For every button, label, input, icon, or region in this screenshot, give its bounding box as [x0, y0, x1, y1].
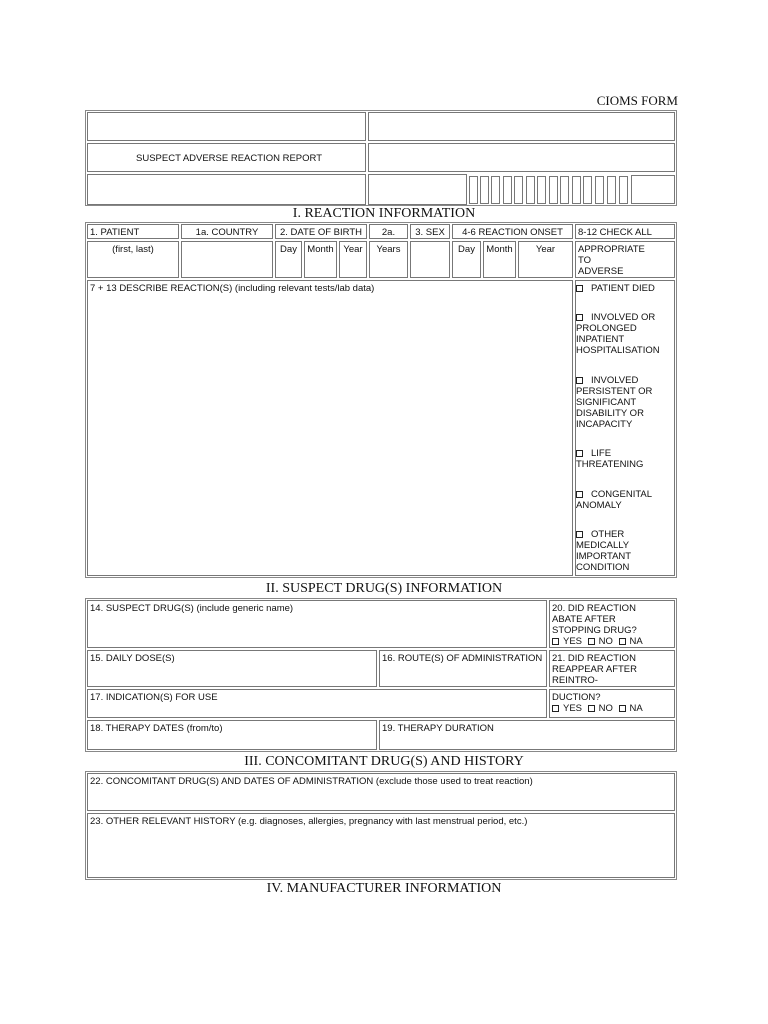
- check-congenital[interactable]: [576, 489, 676, 511]
- duction-label: DUCTION?: [552, 692, 601, 703]
- report-number-box[interactable]: [537, 176, 546, 204]
- other-history-field[interactable]: [87, 813, 675, 878]
- suspect-drug-label: 14. SUSPECT DRUG(S) (include generic name): [90, 603, 294, 614]
- yes-label: YES: [563, 703, 583, 714]
- report-number-box[interactable]: [549, 176, 558, 204]
- check-label: INVOLVED OR PROLONGED INPATIENT HOSPITALISATION: [576, 312, 660, 356]
- header-field-6[interactable]: [631, 175, 675, 204]
- header-field-5[interactable]: [368, 174, 467, 205]
- report-number-box[interactable]: [595, 176, 604, 204]
- check-label: INVOLVED PERSISTENT OR SIGNIFICANT DISABILITY OR INCAPACITY: [576, 375, 653, 430]
- reappear-options: [552, 703, 672, 714]
- report-title-cell: [87, 143, 366, 172]
- header-field-3[interactable]: [368, 143, 675, 172]
- check-patient-died[interactable]: [576, 283, 676, 294]
- onset-label: 4-6 REACTION ONSET: [452, 224, 573, 239]
- report-title: SUSPECT ADVERSE REACTION REPORT: [136, 153, 322, 164]
- abate-options: [552, 636, 672, 647]
- report-number-box[interactable]: [607, 176, 616, 204]
- check-all-label: 8-12 CHECK ALL: [575, 224, 675, 239]
- country-field[interactable]: [181, 241, 273, 278]
- no-checkbox-icon[interactable]: [588, 638, 595, 645]
- age-years-label: Years: [369, 241, 408, 278]
- route-label: 16. ROUTE(S) OF ADMINISTRATION: [382, 653, 543, 664]
- check-hospitalisation[interactable]: [576, 312, 676, 356]
- check-life-threatening[interactable]: [576, 448, 676, 470]
- check-label: PATIENT DIED: [591, 283, 655, 294]
- report-number-box[interactable]: [503, 176, 512, 204]
- form-title: CIOMS FORM: [596, 93, 678, 108]
- therapy-duration-field[interactable]: [379, 720, 675, 750]
- yes-checkbox-icon[interactable]: [552, 705, 559, 712]
- other-history-label: 23. OTHER RELEVANT HISTORY (e.g. diagnoses, allergies, pregnancy with last menstrual period, etc.): [90, 816, 528, 827]
- dob-month-label: Month: [304, 241, 337, 278]
- sex-label: 3. SEX: [410, 224, 450, 239]
- indication-field[interactable]: [87, 689, 547, 718]
- na-checkbox-icon[interactable]: [619, 638, 626, 645]
- duction-cell: [549, 689, 675, 718]
- abate-label: 20. DID REACTION ABATE AFTER STOPPING DRUG?: [552, 603, 637, 636]
- section-3-title: III. CONCOMITANT DRUG(S) AND HISTORY: [244, 754, 524, 769]
- checkbox-icon[interactable]: [576, 285, 583, 292]
- abate-cell: [549, 600, 675, 648]
- check-label: LIFE THREATENING: [576, 448, 644, 470]
- appropriate-label: APPROPRIATE TO ADVERSE: [575, 241, 675, 278]
- report-number-box[interactable]: [560, 176, 569, 204]
- section-4-title: IV. MANUFACTURER INFORMATION: [266, 881, 502, 896]
- therapy-duration-label: 19. THERAPY DURATION: [382, 723, 494, 734]
- header-field-1[interactable]: [87, 112, 366, 141]
- check-other[interactable]: [576, 529, 676, 573]
- section-1-title: I. REACTION INFORMATION: [292, 206, 476, 221]
- indication-label: 17. INDICATION(S) FOR USE: [90, 692, 218, 703]
- na-label: NA: [629, 636, 643, 647]
- checkbox-icon[interactable]: [576, 531, 583, 538]
- daily-dose-field[interactable]: [87, 650, 377, 687]
- report-number-box[interactable]: [469, 176, 478, 204]
- yes-label: YES: [563, 636, 583, 647]
- report-number-box[interactable]: [526, 176, 535, 204]
- dob-day-label: Day: [275, 241, 302, 278]
- na-label: NA: [629, 703, 643, 714]
- check-disability[interactable]: [576, 375, 676, 430]
- check-label: CONGENITAL ANOMALY: [576, 489, 652, 511]
- therapy-dates-field[interactable]: [87, 720, 377, 750]
- no-label: NO: [598, 636, 613, 647]
- concomitant-field[interactable]: [87, 773, 675, 811]
- age-label: 2a.: [369, 224, 408, 239]
- report-number-box[interactable]: [491, 176, 500, 204]
- report-number-box[interactable]: [583, 176, 592, 204]
- therapy-dates-label: 18. THERAPY DATES (from/to): [90, 723, 223, 734]
- country-label: 1a. COUNTRY: [181, 224, 273, 239]
- onset-month-label: Month: [483, 241, 516, 278]
- check-label: OTHER MEDICALLY IMPORTANT CONDITION: [576, 529, 631, 573]
- onset-day-label: Day: [452, 241, 481, 278]
- sex-field[interactable]: [410, 241, 450, 278]
- concomitant-label: 22. CONCOMITANT DRUG(S) AND DATES OF ADMINISTRATION (exclude those used to treat reaction): [90, 776, 533, 787]
- daily-dose-label: 15. DAILY DOSE(S): [90, 653, 175, 664]
- checkbox-icon[interactable]: [576, 450, 583, 457]
- suspect-drug-field[interactable]: [87, 600, 547, 648]
- reappear-label: 21. DID REACTION REAPPEAR AFTER REINTRO-: [552, 653, 637, 686]
- describe-reaction-field[interactable]: [87, 280, 573, 576]
- route-field[interactable]: [379, 650, 547, 687]
- reappear-cell: [549, 650, 675, 687]
- no-checkbox-icon[interactable]: [588, 705, 595, 712]
- checkbox-icon[interactable]: [576, 491, 583, 498]
- header-field-4[interactable]: [87, 174, 366, 205]
- checkbox-icon[interactable]: [576, 314, 583, 321]
- dob-year-label: Year: [339, 241, 367, 278]
- onset-year-label: Year: [518, 241, 573, 278]
- section-2-title: II. SUSPECT DRUG(S) INFORMATION: [265, 581, 503, 596]
- yes-checkbox-icon[interactable]: [552, 638, 559, 645]
- header-field-2[interactable]: [368, 112, 675, 141]
- describe-reaction-label: 7 + 13 DESCRIBE REACTION(S) (including relevant tests/lab data): [90, 283, 375, 294]
- first-last-label: (first, last): [87, 241, 179, 278]
- na-checkbox-icon[interactable]: [619, 705, 626, 712]
- report-number-box[interactable]: [514, 176, 523, 204]
- no-label: NO: [598, 703, 613, 714]
- report-number-box[interactable]: [572, 176, 581, 204]
- patient-initials-label: 1. PATIENT: [87, 224, 179, 239]
- report-number-box[interactable]: [480, 176, 489, 204]
- report-number-box[interactable]: [619, 176, 628, 204]
- dob-label: 2. DATE OF BIRTH: [275, 224, 367, 239]
- checkbox-icon[interactable]: [576, 377, 583, 384]
